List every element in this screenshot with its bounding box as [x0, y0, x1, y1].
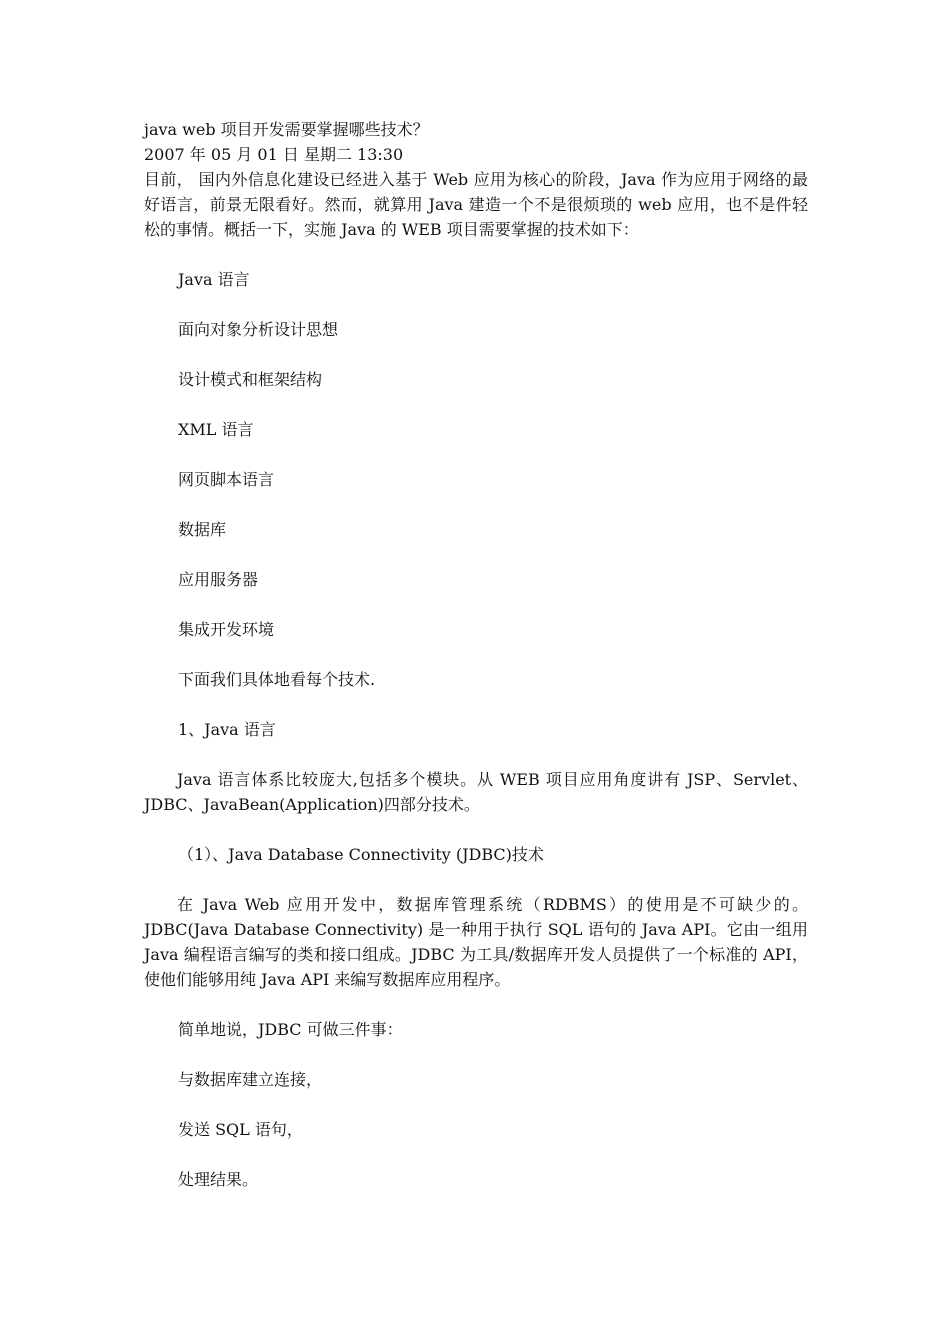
article-date: 2007 年 05 月 01 日 星期二 13:30 — [144, 145, 404, 164]
tech-list-item: 数据库 — [178, 520, 227, 539]
subsection-paragraph: 在 Java Web 应用开发中，数据库管理系统（RDBMS）的使用是不可缺少的。JDBC(Java Database Connectivity) 是一种用于执行 SQL 语句的 Java API。它由一组用 Java 编程语言编写的类和接口组成。JDBC 为工具/数据库开发人员提供了一个标准的 API，使他们能够用纯 Java API 来编写数据库应用程序。 — [144, 895, 808, 989]
transition-text: 下面我们具体地看每个技术. — [178, 670, 376, 689]
document-body — [144, 117, 808, 1192]
tech-list-item: 面向对象分析设计思想 — [178, 320, 339, 339]
jdbc-task-item: 与数据库建立连接， — [178, 1070, 323, 1089]
tech-list-item: XML 语言 — [178, 420, 254, 439]
section-paragraph: Java 语言体系比较庞大,包括多个模块。从 WEB 项目应用角度讲有 JSP、Servlet、JDBC、JavaBean(Application)四部分技术。 — [144, 770, 808, 814]
section-heading: 1、Java 语言 — [178, 720, 276, 739]
jdbc-summary: 简单地说，JDBC 可做三件事： — [178, 1020, 403, 1039]
jdbc-task-item: 处理结果。 — [178, 1170, 259, 1189]
article-title: java web 项目开发需要掌握哪些技术？ — [144, 120, 429, 139]
jdbc-task-item: 发送 SQL 语句， — [178, 1120, 303, 1139]
tech-list-item: 集成开发环境 — [178, 620, 275, 639]
tech-list-item: 设计模式和框架结构 — [178, 370, 323, 389]
intro-paragraph: 目前， 国内外信息化建设已经进入基于 Web 应用为核心的阶段，Java 作为应用于网络的最好语言，前景无限看好。然而，就算用 Java 建造一个不是很烦琐的 web 应用，也不是件轻松的事情。概括一下，实施 Java 的 WEB 项目需要掌握的技术如下： — [144, 170, 808, 239]
tech-list-item: Java 语言 — [178, 270, 250, 289]
subsection-heading: （1）、Java Database Connectivity (JDBC)技术 — [178, 845, 544, 864]
tech-list-item: 网页脚本语言 — [178, 470, 275, 489]
tech-list-item: 应用服务器 — [178, 570, 259, 589]
